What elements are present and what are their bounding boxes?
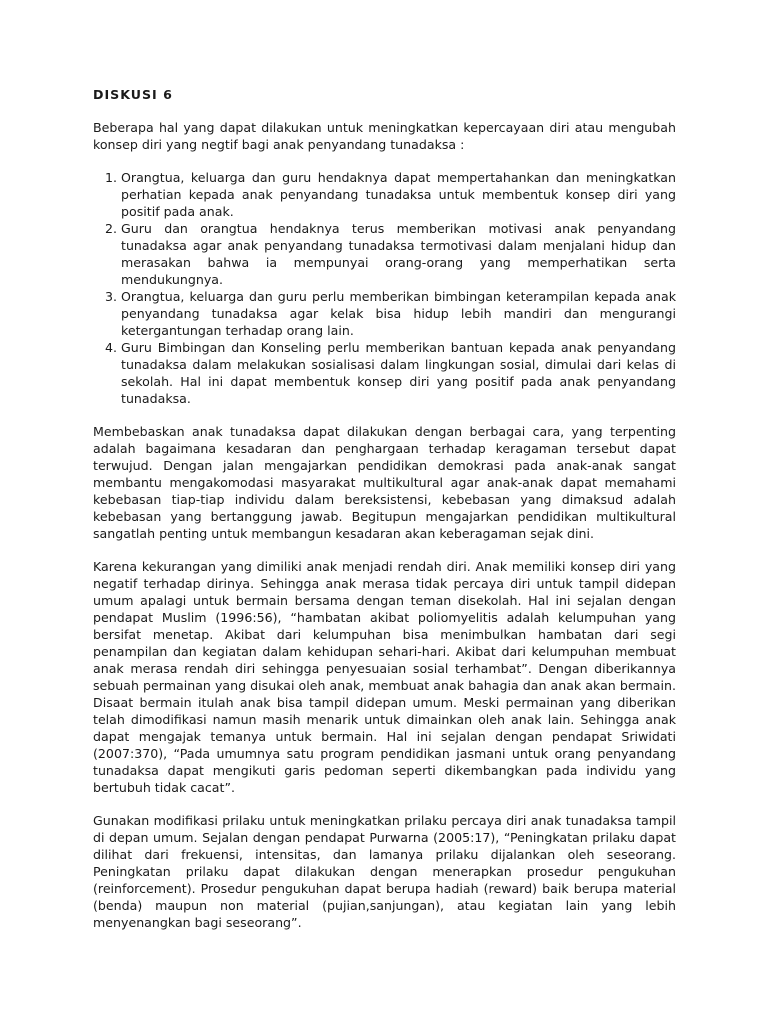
document-page <box>93 86 676 947</box>
document-heading: DISKUSI 6 <box>93 87 173 102</box>
body-paragraph: Karena kekurangan yang dimiliki anak menjadi rendah diri. Anak memiliki konsep diri yang negatif terhadap dirinya. Sehingga anak merasa tidak percaya diri untuk tampil didepan umum apalagi untuk bermain bersama dengan teman disekolah. Hal ini sejalan dengan pendapat Muslim (1996:56), “hambatan akibat poliomyelitis adalah kelumpuhan yang bersifat menetap. Akibat dari kelumpuhan bisa menimbulkan hambatan dari segi penampilan dan kegiatan dalam kehidupan sehari-hari. Akibat dari kelumpuhan membuat anak merasa rendah diri sehingga penyesuaian sosial terhambat”. Dengan diberikannya sebuah permainan yang disukai oleh anak, membuat anak bahagia dan anak akan bermain. Disaat bermain itulah anak bisa tampil didepan umum. Meski permainan yang diberikan telah dimodifikasi namun masih menarik untuk dimainkan oleh anak lain. Sehingga anak dapat mengajak temanya untuk bermain. Hal ini sejalan dengan pendapat Sriwidati (2007:370), “Pada umumnya satu program pendidikan jasmani untuk orang penyandang tunadaksa dapat mengikuti garis pedoman seperti dikembangkan pada individu yang bertubuh tidak cacat”. <box>93 559 676 795</box>
list-item: 1. Orangtua, keluarga dan guru hendaknya dapat mempertahankan dan meningkatkan perhatian kepada anak penyandang tunadaksa untuk membentuk konsep diri yang positif pada anak. <box>121 169 676 220</box>
list-item: 4. Guru Bimbingan dan Konseling perlu memberikan bantuan kepada anak penyandang tunadaksa dalam melakukan sosialisasi dalam lingkungan sosial, dimulai dari kelas di sekolah. Hal ini dapat membentuk konsep diri yang positif pada anak penyandang tunadaksa. <box>121 339 676 407</box>
list-item: 2. Guru dan orangtua hendaknya terus memberikan motivasi anak penyandang tunadaksa agar anak penyandang tunadaksa termotivasi dalam menjalani hidup dan merasakan bahwa ia mempunyai orang-orang yang memperhatikan serta mendukungnya. <box>121 220 676 288</box>
list-item: 3. Orangtua, keluarga dan guru perlu memberikan bimbingan keterampilan kepada anak penyandang tunadaksa agar kelak bisa hidup lebih mandiri dan mengurangi ketergantungan terhadap orang lain. <box>121 288 676 339</box>
intro-paragraph: Beberapa hal yang dapat dilakukan untuk meningkatkan kepercayaan diri atau mengubah konsep diri yang negtif bagi anak penyandang tunadaksa : <box>93 120 676 152</box>
recommendations-list <box>93 169 676 407</box>
body-paragraph: Gunakan modifikasi prilaku untuk meningkatkan prilaku percaya diri anak tunadaksa tampil di depan umum. Sejalan dengan pendapat Purwarna (2005:17), “Peningkatan prilaku dapat dilihat dari frekuensi, intensitas, dan lamanya prilaku dijalankan oleh seseorang. Peningkatan prilaku dapat dilakukan dengan menerapkan prosedur pengukuhan (reinforcement). Prosedur pengukuhan dapat berupa hadiah (reward) baik berupa material (benda) maupun non material (pujian,sanjungan), atau kegiatan lain yang lebih menyenangkan bagi seseorang”. <box>93 813 676 930</box>
body-paragraph: Membebaskan anak tunadaksa dapat dilakukan dengan berbagai cara, yang terpenting adalah bagaimana kesadaran dan penghargaan terhadap keragaman tersebut dapat terwujud. Dengan jalan mengajarkan pendidikan demokrasi pada anak-anak sangat membantu mengakomodasi masyarakat multikultural agar anak-anak dapat memahami kebebasan tiap-tiap individu dalam bereksistensi, kebebasan yang dimaksud adalah kebebasan yang bertanggung jawab. Begitupun mengajarkan pendidikan multikultural sangatlah penting untuk membangun kesadaran akan keberagaman sejak dini. <box>93 424 676 541</box>
